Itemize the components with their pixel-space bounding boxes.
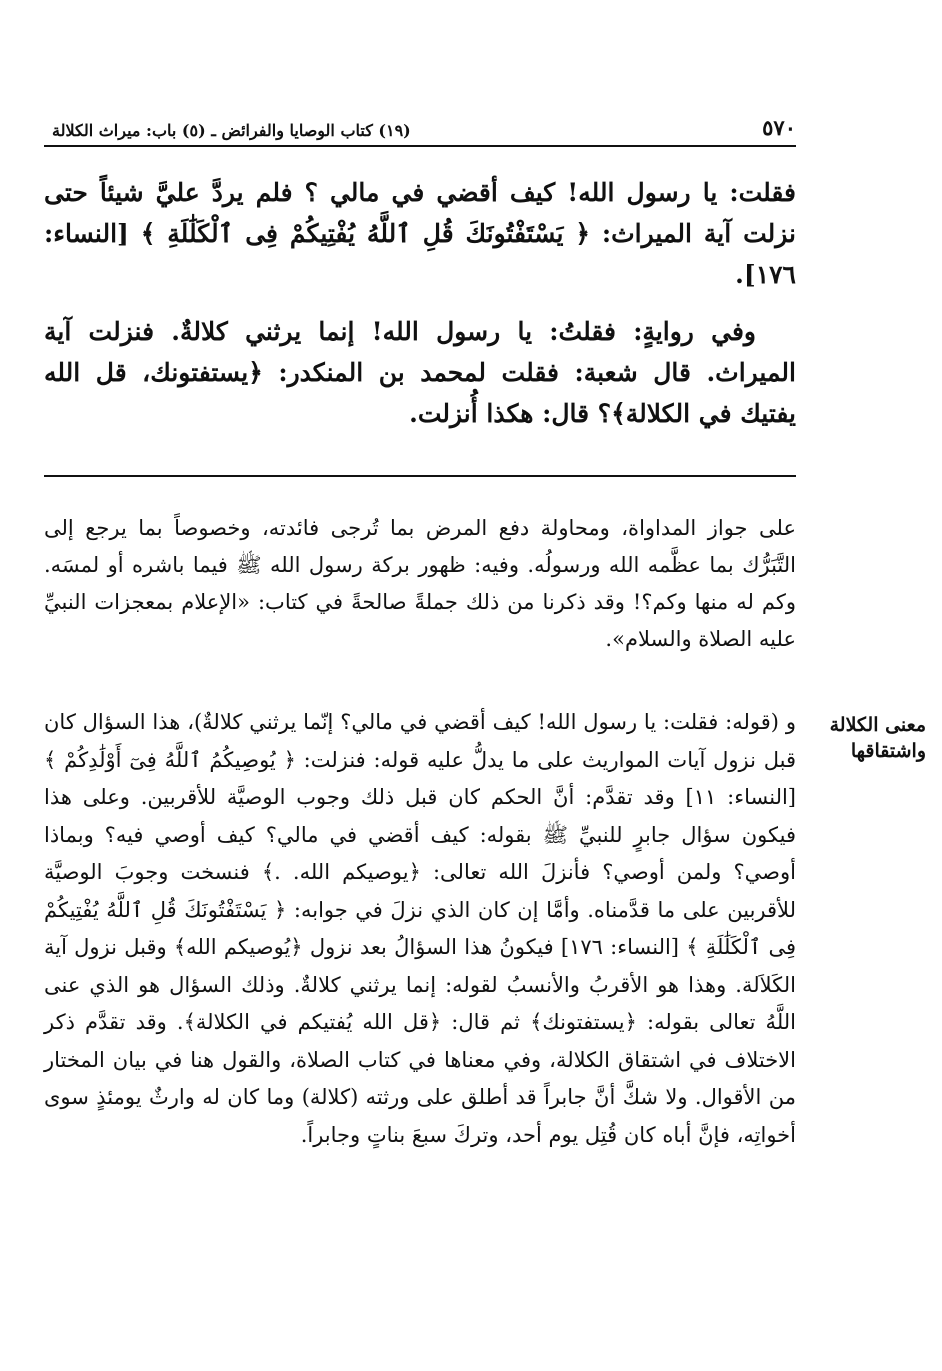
commentary-paragraph: على جواز المداواة، ومحاولة دفع المرض بما تُرجى فائدته، وخصوصاً بما يرجع إلى التَّبَرُّك بما عظَّمه الله ورسولُه. وفيه: ظهور بركة رسول الله ﷺ فيما باشره أو لمسَه. وكم له منها وكم؟! وقد ذكرنا من ذلك جملةً صالحةً في كتاب: «الإعلام بمعجزات النبيِّ عليه الصلاة والسلام». xyxy=(44,516,796,651)
header-divider xyxy=(44,145,796,147)
margin-heading xyxy=(828,712,926,764)
hadith-text xyxy=(44,172,796,450)
margin-heading-line-1: معنى الكلالة xyxy=(829,714,926,736)
margin-heading-line-2: واشتقاقها xyxy=(850,740,926,762)
page-header xyxy=(44,110,796,140)
kalala-section xyxy=(44,704,796,1154)
hadith-paragraph-2: وفي روايةٍ: فقلتُ: يا رسول الله! إنما يرثني كلالةٌ. فنزلت آية الميراث. قال شعبة: فقلت لمحمد بن المنكدر: ﴿يستفتونك، قل الله يفتيك في الكلالة﴾؟ قال: هكذا أُنزلت. xyxy=(44,317,796,428)
commentary-divider xyxy=(44,475,796,477)
kalala-paragraph: و (قوله: فقلت: يا رسول الله! كيف أقضي في مالي؟ إنّما يرثني كلالةٌ)، هذا السؤال كان قبل نزول آيات المواريث على ما يدلُّ عليه قوله: فنزلت: ﴿ يُوصِيكُمُ ٱللَّهُ فِىٓ أَوْلَٰدِكُمْ ﴾ [النساء: ١١] وقد تقدَّم: أنَّ الحكم كان قبل ذلك وجوب الوصيَّة للأقربين. وعلى هذا فيكون سؤال جابرٍ للنبيِّ ﷺ بقوله: كيف أقضي في مالي؟ كيف أوصي فيه؟ وبماذا أوصي؟ ولمن أوصي؟ فأنزلَ الله تعالى: ﴿يوصيكم الله. .﴾ فنسخت وجوبَ الوصيَّة للأقربين على ما قدَّمناه. وأمَّا إن كان الذي نزلَ في جوابه: ﴿ يَسْتَفْتُونَكَ قُلِ ٱللَّهُ يُفْتِيكُمْ فِى ٱلْكَلَٰلَةِ ﴾ [النساء: ١٧٦] فيكونُ هذا السؤالُ بعد نزول ﴿يُوصيكم الله﴾ وقبل نزول آية الكَلاَلة. وهذا هو الأقربُ والأنسبُ لقوله: إنما يرثني كلالةٌ. وذلك السؤال هو الذي عنى اللَّهُ تعالى بقوله: ﴿يستفتونك﴾ ثم قال: ﴿قل الله يُفتيكم في الكلالة﴾. وقد تقدَّم ذكر الاختلاف في اشتقاق الكلالة، وفي معناها في كتاب الصلاة، والقول هنا في بيان المختار من الأقوال. ولا شكَّ أنَّ جابراً قد أطلق على ورثته (كلالة) وما كان له وارثٌ يومئذٍ سوى أخواتِه، فإنَّ أباه كان قُتِل يوم أحد، وتركَ سبعَ بناتٍ وجابراً. xyxy=(44,710,796,1147)
hadith-paragraph-1: فقلت: يا رسول الله! كيف أقضي في مالي ؟ فلم يردَّ عليَّ شيئاً حتى نزلت آية الميراث: ﴿ يَسْتَفْتُونَكَ قُلِ ٱللَّهُ يُفْتِيكُمْ فِى ٱلْكَلَٰلَةِ ﴾ [النساء: ١٧٦]. xyxy=(44,178,796,289)
page-number: ٥٧٠ xyxy=(762,115,796,140)
running-title: (١٩) كتاب الوصايا والفرائض ـ (٥) باب: ميراث الكلالة xyxy=(52,121,411,140)
commentary-continuation xyxy=(44,510,796,658)
